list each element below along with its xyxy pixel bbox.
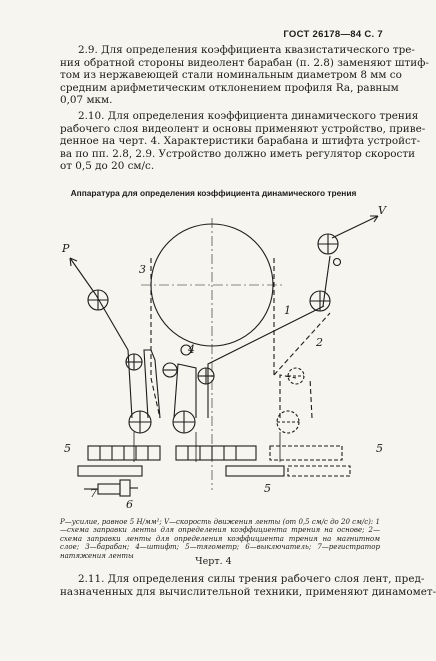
paragraph-line: от 0,5 до 20 см/с. xyxy=(60,160,155,173)
paragraph-line: рабочего слоя видеолент и основы применяют устройство, приве- xyxy=(60,122,426,135)
guide-roller xyxy=(163,363,177,377)
tensiometer-middle xyxy=(176,446,284,476)
paragraph-line: 2.9. Для определения коэффициента квазистатического тре- xyxy=(78,44,415,56)
tensiometer-right xyxy=(270,446,350,476)
paragraph-line: денное на черт. 4. Характеристики барабана и штифта устройст- xyxy=(60,135,421,148)
paragraph-2-9 xyxy=(60,44,429,107)
tape-exit xyxy=(332,216,378,238)
label-4: 4 xyxy=(188,343,195,356)
label-7: 7 xyxy=(90,487,97,500)
paragraph-line: ния обратной стороны видеолент барабан (п. 2.8) заменяют штиф- xyxy=(60,56,429,69)
label-p: P xyxy=(62,242,70,255)
tension-arrows xyxy=(134,432,280,462)
label-5-middle: 5 xyxy=(264,482,271,495)
guide-roller-left xyxy=(88,290,108,310)
label-5-right: 5 xyxy=(376,442,383,455)
figure-caption: Р—усилие, равное 5 Н/мм²; V—скорость движения ленты (от 0,5 см/с до 20 см/с): 1—схема заправки ленты для определения коэффициента трения на основе; 2—схема заправки ленты для определения коэффициента трения на магнитном слое; 3—барабан; 4—штифт; 5—тягометр; 6—выключатель; 7—регистратор натяжения ленты xyxy=(60,518,380,560)
lower-roller xyxy=(173,411,195,433)
friction-apparatus-diagram xyxy=(48,200,388,515)
guide-roller-dashed xyxy=(288,368,304,384)
force-line xyxy=(70,258,96,295)
paragraph-line: назначенных для вычислительной техники, применяют динамомет- xyxy=(60,585,436,598)
tensiometer-left xyxy=(78,446,160,476)
guide-roller xyxy=(126,354,142,370)
page-header: ГОСТ 26178—84 С. 7 xyxy=(283,29,383,40)
label-3: 3 xyxy=(139,263,146,276)
tape-path-1 xyxy=(96,256,330,418)
lower-roller-dashed xyxy=(277,411,299,433)
label-5-left: 5 xyxy=(64,442,71,455)
paragraph-2-11 xyxy=(60,573,436,598)
figure-number: Черт. 4 xyxy=(195,556,232,567)
paragraph-line: 2.10. Для определения коэффициента динамического трения xyxy=(78,110,419,122)
paragraph-line: 2.11. Для определения силы трения рабочего слоя лент, пред- xyxy=(78,573,425,585)
paragraph-2-10 xyxy=(60,110,426,173)
label-1: 1 xyxy=(284,304,291,317)
tape-path-2 xyxy=(151,258,330,418)
label-v: V xyxy=(378,204,386,217)
paragraph-line: 0,07 мкм. xyxy=(60,94,113,107)
figure-title: Аппаратура для определения коэффициента динамического трения xyxy=(70,188,357,198)
guide-roller xyxy=(198,368,214,384)
paragraph-line: том из нержавеющей стали номинальным диаметром 8 мм со xyxy=(60,69,402,82)
paragraph-line: ва по пп. 2.8, 2.9. Устройство должно иметь регулятор скорости xyxy=(60,147,416,160)
label-2: 2 xyxy=(316,336,323,349)
paragraph-line: средним арифметическим отклонением профиля Ra, равным xyxy=(60,81,399,94)
label-6: 6 xyxy=(126,498,133,511)
lower-roller xyxy=(129,411,151,433)
switch xyxy=(120,480,138,496)
guide-roller-right xyxy=(310,291,330,311)
